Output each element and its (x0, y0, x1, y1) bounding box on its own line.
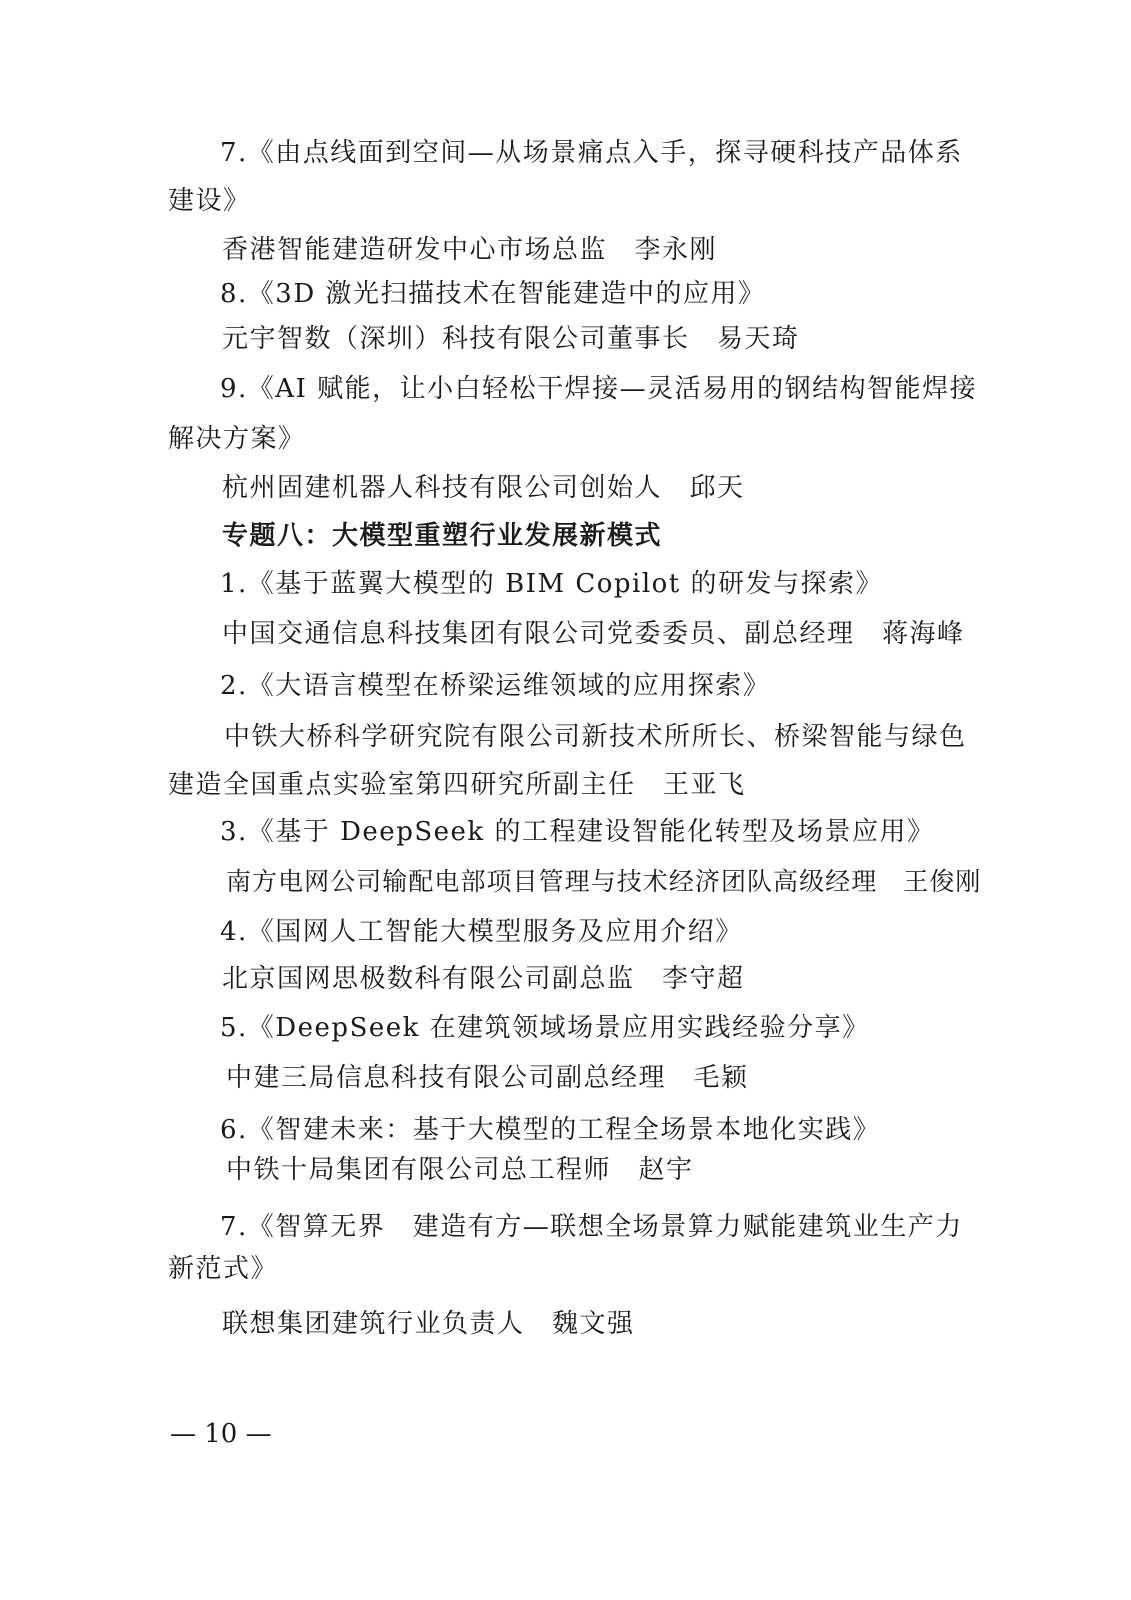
topic8-talk-3: 3.《基于 DeepSeek 的工程建设智能化转型及场景应用》 (220, 817, 935, 847)
topic8-speaker-5: 中建三局信息科技有限公司副总经理 毛颖 (226, 1063, 749, 1093)
speaker-8: 元宇智数（深圳）科技有限公司董事长 易天琦 (222, 324, 800, 354)
topic8-speaker-7: 联想集团建筑行业负责人 魏文强 (222, 1309, 635, 1339)
talk-title-7: 7.《由点线面到空间—从场景痛点入手，探寻硬科技产品体系 (220, 138, 963, 168)
topic8-talk-5: 5.《DeepSeek 在建筑领域场景应用实践经验分享》 (220, 1013, 870, 1043)
talk-title-7-cont: 建设》 (168, 186, 251, 216)
talk-title-9-cont: 解决方案》 (168, 424, 306, 454)
topic8-speaker-2-cont: 建造全国重点实验室第四研究所副主任 王亚飞 (168, 770, 746, 800)
topic8-speaker-2: 中铁大桥科学研究院有限公司新技术所所长、桥梁智能与绿色 (224, 722, 967, 752)
talk-title-8: 8.《3D 激光扫描技术在智能建造中的应用》 (220, 279, 766, 309)
topic8-speaker-6: 中铁十局集团有限公司总工程师 赵宇 (226, 1155, 694, 1185)
topic8-speaker-4: 北京国网思极数科有限公司副总监 李守超 (222, 964, 745, 994)
topic8-talk-1: 1.《基于蓝翼大模型的 BIM Copilot 的研发与探索》 (220, 569, 884, 599)
section-heading: 专题八：大模型重塑行业发展新模式 (222, 521, 663, 551)
topic8-talk-4: 4.《国网人工智能大模型服务及应用介绍》 (220, 917, 743, 947)
topic8-talk-7: 7.《智算无界 建造有方—联想全场景算力赋能建筑业生产力 (220, 1212, 963, 1242)
speaker-7: 香港智能建造研发中心市场总监 李永刚 (222, 235, 718, 265)
page-number: — 10 — (170, 1419, 272, 1449)
speaker-9: 杭州固建机器人科技有限公司创始人 邱天 (222, 473, 745, 503)
topic8-talk-2: 2.《大语言模型在桥梁运维领域的应用探索》 (220, 671, 771, 701)
topic8-speaker-1: 中国交通信息科技集团有限公司党委委员、副总经理 蒋海峰 (222, 619, 965, 649)
talk-title-9: 9.《AI 赋能，让小白轻松干焊接—灵活易用的钢结构智能焊接 (220, 374, 978, 404)
topic8-talk-7-cont: 新范式》 (168, 1254, 279, 1284)
topic8-talk-6: 6.《智建未来：基于大模型的工程全场景本地化实践》 (220, 1115, 881, 1145)
topic8-speaker-3: 南方电网公司输配电部项目管理与技术经济团队高级经理 王俊刚 (226, 867, 982, 896)
